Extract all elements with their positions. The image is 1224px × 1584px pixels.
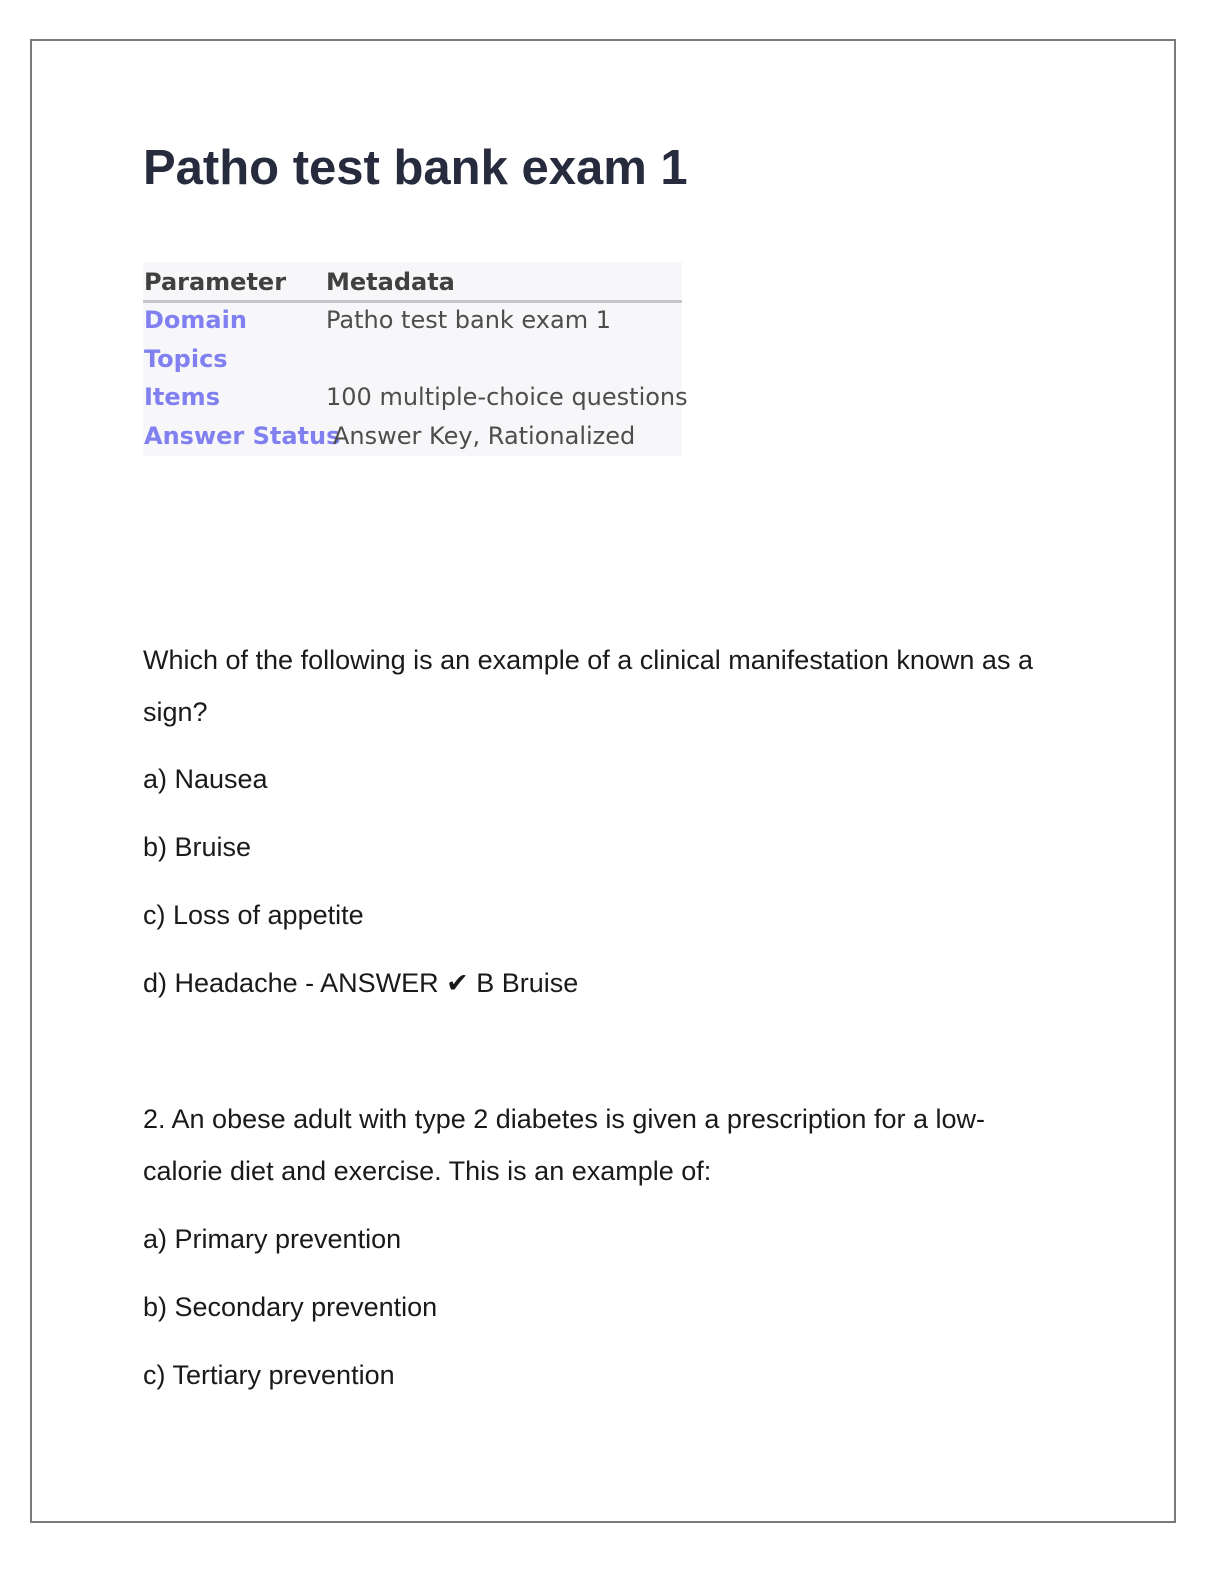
question-1-stem-line-2: sign?: [143, 697, 208, 727]
metadata-table: [143, 262, 688, 456]
header-parameter: Parameter: [144, 268, 287, 296]
question-2-option-c: c) Tertiary prevention: [143, 1360, 395, 1390]
document-title: Patho test bank exam 1: [143, 141, 688, 195]
question-1-option-c: c) Loss of appetite: [143, 900, 364, 930]
metadata-row-items: [143, 383, 688, 421]
metadata-row-topics: [143, 345, 682, 383]
question-1-stem-line-1: Which of the following is an example of a clinical manifestation known as a: [143, 645, 1033, 675]
metadata-value: Answer Key, Rationalized: [333, 422, 636, 450]
question-2-stem-line-1: 2. An obese adult with type 2 diabetes is given a prescription for a low-: [143, 1104, 985, 1134]
metadata-value: Patho test bank exam 1: [326, 306, 611, 334]
question-1-option-d-answer: d) Headache - ANSWER ✔ B Bruise: [143, 968, 579, 998]
metadata-key: Answer Status: [144, 422, 341, 450]
question-2-option-a: a) Primary prevention: [143, 1224, 402, 1254]
metadata-row-domain: [143, 306, 682, 344]
metadata-table-header: [143, 266, 682, 303]
metadata-key: Items: [144, 383, 220, 411]
question-2-option-b: b) Secondary prevention: [143, 1292, 438, 1322]
header-metadata: Metadata: [326, 268, 455, 296]
metadata-key: Domain: [144, 306, 247, 334]
metadata-row-answer-status: [143, 422, 682, 460]
metadata-key: Topics: [144, 345, 228, 373]
question-1-option-a: a) Nausea: [143, 764, 268, 794]
question-2-stem-line-2: calorie diet and exercise. This is an example of:: [143, 1156, 712, 1186]
metadata-value: 100 multiple-choice questions: [326, 383, 688, 411]
question-1-option-b: b) Bruise: [143, 832, 252, 862]
